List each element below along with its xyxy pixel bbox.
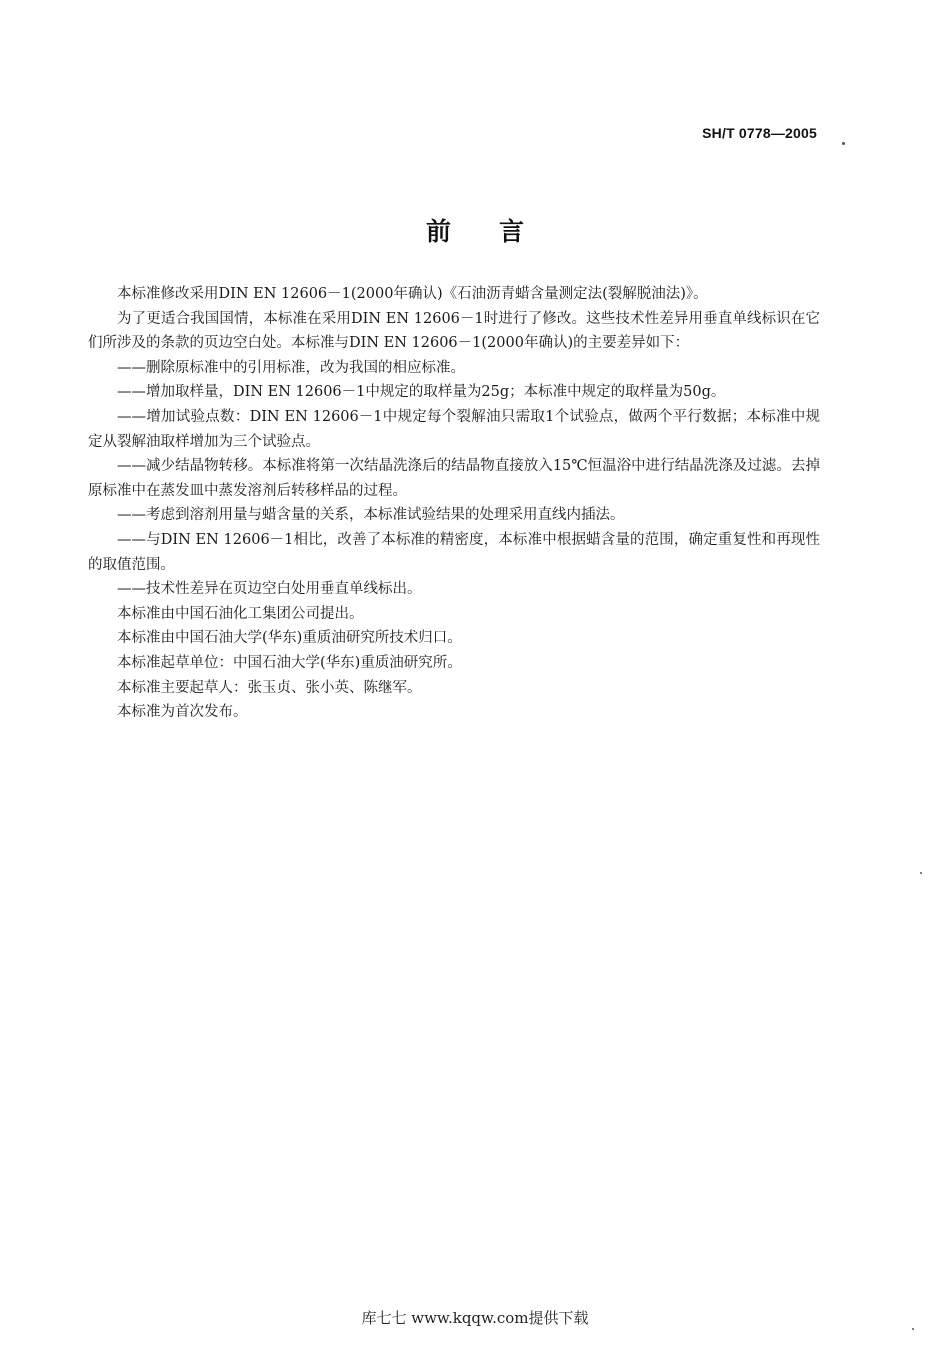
scan-speck	[842, 142, 845, 145]
standard-code: SH/T 0778—2005	[702, 125, 817, 141]
paragraph: ——增加取样量，DIN EN 12606－1中规定的取样量为25g；本标准中规定的取样量为50g。	[117, 384, 726, 401]
foreword-body	[88, 282, 820, 725]
page-title: 前言	[425, 217, 572, 246]
paragraph: ——减少结晶物转移。本标准将第一次结晶洗涤后的结晶物直接放入15℃恒温浴中进行结晶洗涤及过滤。去掉原标准中在蒸发皿中蒸发溶剂后转移样品的过程。	[88, 458, 820, 499]
paragraph: 本标准修改采用DIN EN 12606－1(2000年确认)《石油沥青蜡含量测定法(裂解脱油法)》。	[117, 286, 708, 302]
scan-speck	[920, 872, 922, 874]
paragraph: 本标准主要起草人：张玉贞、张小英、陈继军。	[117, 679, 422, 696]
paragraph: 本标准由中国石油大学(华东)重质油研究所技术归口。	[117, 630, 462, 647]
paragraph: ——删除原标准中的引用标准，改为我国的相应标准。	[117, 359, 465, 376]
paragraph: ——技术性差异在页边空白处用垂直单线标出。	[117, 581, 422, 598]
paragraph: ——考虑到溶剂用量与蜡含量的关系，本标准试验结果的处理采用直线内插法。	[117, 507, 625, 524]
paragraph: 本标准起草单位：中国石油大学(华东)重质油研究所。	[117, 654, 462, 671]
paragraph: 为了更适合我国国情，本标准在采用DIN EN 12606－1时进行了修改。这些技术性差异用垂直单线标识在它们所涉及的条款的页边空白处。本标准与DIN EN 12606－1(2000年确认)的主要差异如下：	[88, 310, 820, 352]
paragraph: 本标准为首次发布。	[117, 704, 248, 721]
footer-watermark: 库七七 www.kqqw.com提供下载	[361, 1309, 589, 1327]
paragraph: ——增加试验点数：DIN EN 12606－1中规定每个裂解油只需取1个试验点，做两个平行数据；本标准中规定从裂解油取样增加为三个试验点。	[88, 408, 820, 450]
scan-speck	[912, 1328, 914, 1330]
paragraph: 本标准由中国石油化工集团公司提出。	[117, 605, 364, 622]
paragraph: ——与DIN EN 12606－1相比，改善了本标准的精密度，本标准中根据蜡含量的范围，确定重复性和再现性的取值范围。	[88, 531, 820, 573]
